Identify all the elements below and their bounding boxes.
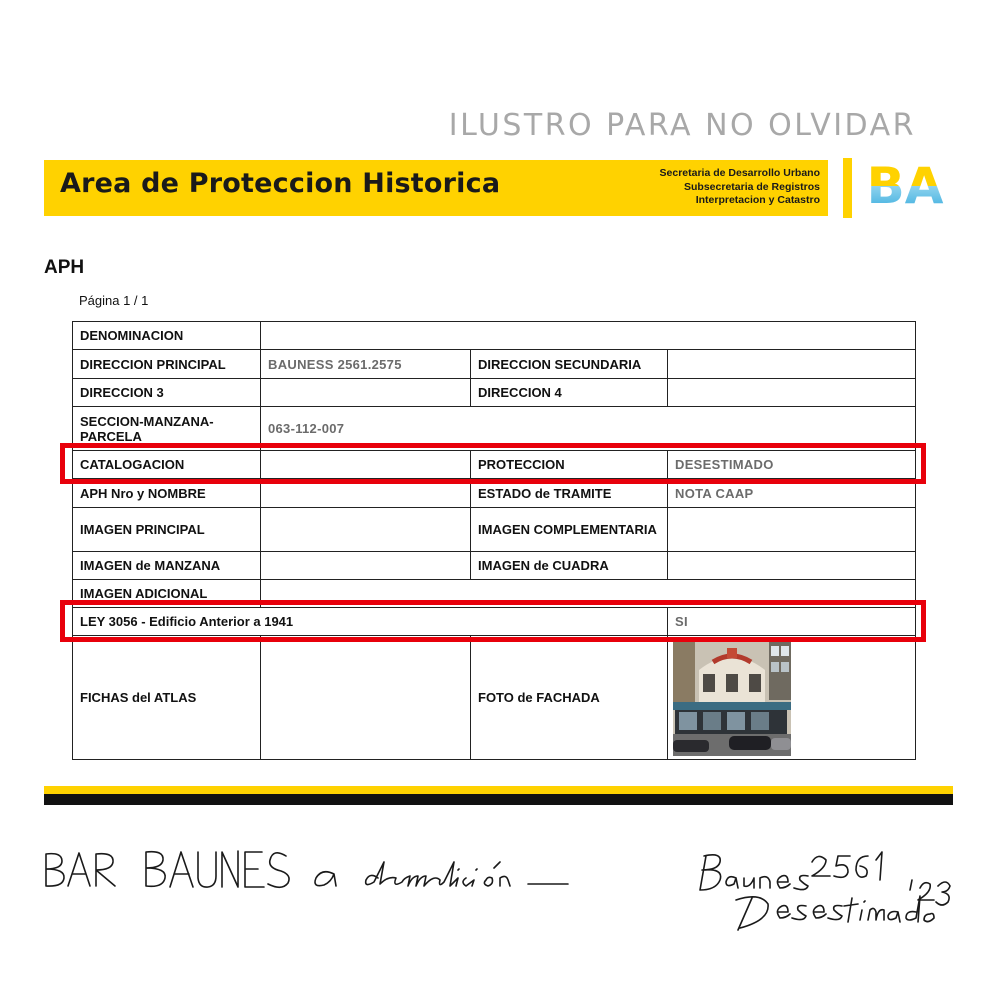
org-line: Subsecretaria de Registros — [684, 180, 820, 193]
table-row — [73, 636, 916, 760]
field-label: DENOMINACION — [73, 322, 261, 350]
field-label: FOTO de FACHADA — [471, 636, 668, 760]
facade-photo — [673, 640, 791, 756]
page-number: Página 1 / 1 — [79, 293, 149, 308]
field-label: IMAGEN COMPLEMENTARIA — [471, 508, 668, 552]
field-label: IMAGEN ADICIONAL — [73, 580, 261, 608]
field-label: CATALOGACION — [73, 451, 261, 479]
field-label: PROTECCION — [471, 451, 668, 479]
tagline: ILUSTRO PARA NO OLVIDAR — [448, 108, 916, 143]
law-3056-value: SI — [668, 608, 916, 636]
field-value — [261, 322, 916, 350]
field-label: IMAGEN PRINCIPAL — [73, 508, 261, 552]
field-value — [261, 508, 471, 552]
field-label: DIRECCION PRINCIPAL — [73, 350, 261, 379]
field-label: IMAGEN de MANZANA — [73, 552, 261, 580]
field-label: SECCION-MANZANA-PARCELA — [73, 407, 261, 451]
table-row — [73, 508, 916, 552]
field-value: 063-112-007 — [261, 407, 916, 451]
header-banner — [44, 160, 828, 216]
handwritten-notes — [0, 820, 1000, 950]
table-row — [73, 552, 916, 580]
footer-yellow-bar — [44, 786, 953, 794]
facade-photo-cell — [668, 636, 916, 760]
table-row — [73, 350, 916, 379]
field-label: LEY 3056 - Edificio Anterior a 1941 — [73, 608, 668, 636]
field-value — [668, 350, 916, 379]
org-line: Interpretacion y Catastro — [695, 194, 820, 206]
logo-text: BA — [866, 160, 944, 210]
protection-highlight-box — [60, 443, 926, 484]
document-heading: APH — [44, 257, 85, 278]
field-value: BAUNESS 2561.2575 — [261, 350, 471, 379]
table-row — [73, 379, 916, 407]
procedure-status: NOTA CAAP — [668, 479, 916, 508]
banner-title: Area de Proteccion Historica — [60, 168, 501, 199]
ba-logo — [864, 160, 946, 210]
field-value — [668, 552, 916, 580]
organization-info — [660, 167, 820, 208]
field-value — [261, 379, 471, 407]
field-label: ESTADO de TRAMITE — [471, 479, 668, 508]
footer-black-bar — [44, 794, 953, 805]
field-label: DIRECCION 4 — [471, 379, 668, 407]
field-label: APH Nro y NOMBRE — [73, 479, 261, 508]
law-highlight-box — [60, 600, 926, 642]
field-value — [668, 379, 916, 407]
field-value — [668, 508, 916, 552]
field-label: DIRECCION SECUNDARIA — [471, 350, 668, 379]
field-label: DIRECCION 3 — [73, 379, 261, 407]
field-label: IMAGEN de CUADRA — [471, 552, 668, 580]
field-label: FICHAS del ATLAS — [73, 636, 261, 760]
field-value — [261, 552, 471, 580]
protection-status: DESESTIMADO — [668, 451, 916, 479]
aph-record-table — [72, 321, 916, 760]
field-value — [261, 636, 471, 760]
table-row — [73, 322, 916, 350]
org-line: Secretaria de Desarrollo Urbano — [659, 167, 820, 179]
banner-separator — [843, 158, 852, 218]
